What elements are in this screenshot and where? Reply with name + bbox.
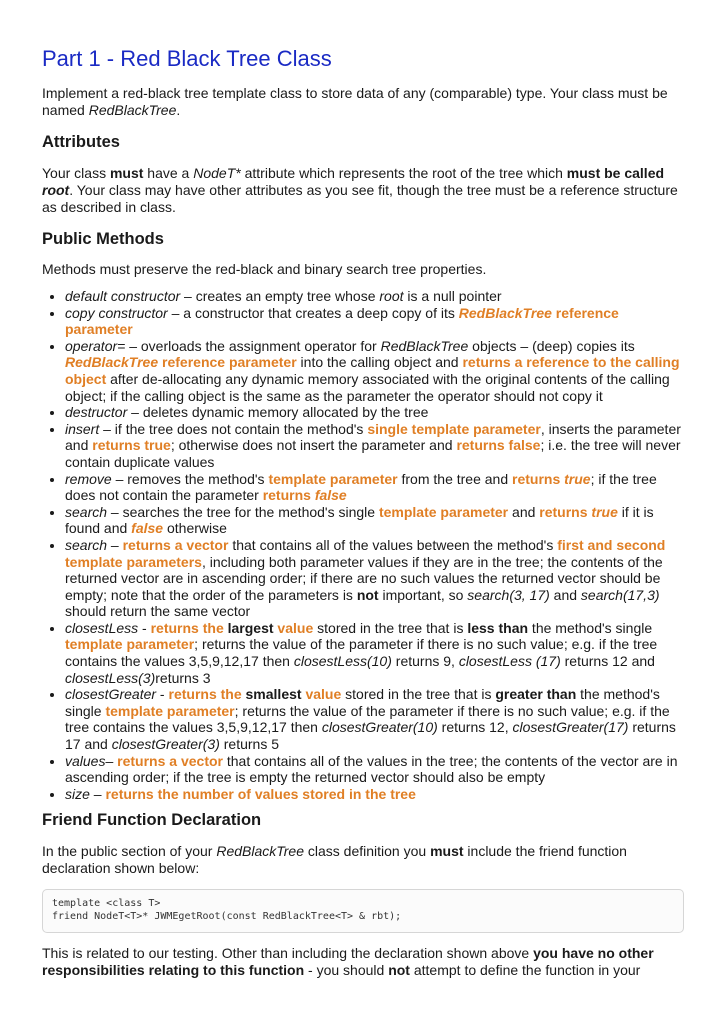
method-return-false: false: [314, 487, 347, 504]
method-greater-than: greater than: [495, 686, 577, 703]
method-name: destructor: [65, 404, 128, 421]
method-example: search(17,3): [580, 586, 660, 603]
method-name: closestLess: [65, 619, 139, 636]
method-text: returns 5: [219, 736, 280, 753]
attr-must-be-called: must be called: [566, 165, 665, 181]
method-ref-param: reference parameter: [65, 304, 619, 338]
method-text: returns 12,: [437, 719, 513, 736]
method-name: insert: [65, 420, 100, 437]
method-param: single template parameter: [367, 420, 541, 437]
method-text: – a constructor that creates a deep copy of its: [167, 304, 459, 321]
friend-class: RedBlackTree: [216, 843, 304, 860]
attr-text: have a: [143, 165, 194, 181]
method-item: [65, 537, 684, 620]
method-return: returns: [262, 487, 315, 504]
method-param: template parameter: [378, 503, 509, 520]
method-not: not: [356, 586, 379, 603]
method-example: closestGreater(17): [512, 719, 629, 736]
attributes-heading: Attributes: [42, 133, 120, 151]
method-smallest: smallest: [245, 686, 302, 703]
testing-text: This is related to our testing. Other than including the declaration shown above: [42, 945, 534, 962]
testing-not: not: [388, 962, 410, 979]
method-value: value: [301, 686, 342, 703]
method-return: returns: [539, 503, 592, 520]
method-item: [65, 288, 684, 305]
method-text: and: [549, 586, 581, 603]
method-return: returns: [512, 470, 565, 487]
method-text: is a null pointer: [403, 288, 502, 304]
method-text: – searches the tree for the method's single: [107, 503, 379, 520]
method-ref-param: reference parameter: [158, 354, 297, 371]
friend-function-heading: Friend Function Declaration: [42, 811, 262, 830]
method-text: ; returns the value of the parameter if there is no such value; e.g. if the tree contains the values 3,5,9,12,17 then: [65, 636, 658, 670]
method-text: after de-allocating any dynamic memory associated with the original contents of the calling object; if the calling object is the same as the parameter the operator should not copy it: [65, 370, 670, 404]
method-return-false: returns false: [456, 437, 541, 454]
attr-nodet: NodeT*: [193, 165, 241, 181]
method-value: value: [273, 619, 314, 636]
method-param: template parameter: [268, 470, 398, 487]
method-text: if it is found and: [65, 503, 654, 537]
intro-paragraph: [42, 85, 684, 119]
method-item: [65, 471, 684, 504]
friend-text: class definition you: [304, 843, 431, 860]
method-return: returns the number of values stored in the tree: [105, 785, 416, 802]
method-param: template parameter: [105, 702, 235, 719]
method-class: RedBlackTree: [380, 337, 469, 354]
method-item: [65, 305, 684, 338]
attr-text: attribute which represents the root of the tree which: [240, 165, 567, 181]
method-text: -: [138, 619, 151, 636]
method-text: ; returns the value of the parameter if there is no such value; e.g. if the tree contains the values 3,5,9,12,17 then: [65, 702, 670, 736]
method-name: copy constructor: [65, 304, 168, 321]
method-text: – creates an empty tree whose: [180, 288, 380, 304]
method-text: – overloads the assignment operator for: [125, 337, 381, 354]
method-text: the method's single: [528, 619, 653, 636]
method-text: otherwise: [163, 520, 227, 537]
method-name: search: [65, 536, 108, 553]
method-return: returns the: [150, 619, 228, 636]
method-text: that contains all of the values in the tree; the contents of the vector are in ascending order; if the tree is empty the returned vector should also be empty: [65, 752, 678, 786]
method-text: that contains all of the values between the method's: [228, 536, 558, 553]
method-return: returns a reference to the calling object: [65, 354, 680, 387]
testing-text: attempt to define the function in your: [409, 962, 641, 979]
method-text: important, so: [378, 586, 468, 603]
method-item: [65, 786, 684, 803]
friend-must: must: [430, 843, 464, 860]
attr-root: root: [42, 182, 70, 198]
method-example: closestLess(3): [65, 669, 156, 686]
method-text: should return the same vector: [65, 603, 251, 620]
method-text: – deletes dynamic memory allocated by the tree: [127, 404, 429, 421]
method-return-true: returns true: [92, 437, 171, 454]
method-name: closestGreater: [65, 686, 157, 703]
method-text: returns 12 and: [560, 653, 655, 670]
intro-text-end: .: [176, 102, 181, 118]
attr-must: must: [109, 165, 144, 181]
code-line: friend NodeT<T>* JWMEgetRoot(const RedBlackTree<T> & rbt);: [52, 911, 402, 923]
method-params: first and second template parameters: [65, 536, 666, 570]
testing-bold: you have no other responsibilities relating to this function: [42, 945, 654, 979]
method-text: –: [107, 536, 123, 553]
code-line: template <class T>: [52, 898, 161, 910]
testing-text: - you should: [304, 962, 389, 979]
code-block: [42, 889, 684, 933]
method-text: –: [89, 785, 106, 802]
method-return-false: false: [131, 520, 164, 537]
method-text: ; if the tree does not contain the parameter: [65, 470, 657, 504]
methods-list: [42, 288, 684, 802]
method-ref-class: RedBlackTree: [65, 354, 159, 371]
friend-text: include the friend function declaration shown below:: [42, 843, 627, 877]
method-text: from the tree and: [397, 470, 513, 487]
method-item: [65, 686, 684, 752]
method-return-true: true: [591, 503, 618, 520]
method-item: [65, 404, 684, 421]
method-name: search: [65, 503, 108, 520]
intro-text: Implement a red-black tree template class to store data of any (comparable) type. Your class must be named: [42, 85, 668, 118]
method-text: – removes the method's: [111, 470, 269, 487]
method-text: objects – (deep) copies its: [468, 337, 635, 354]
method-name: operator=: [65, 337, 126, 354]
method-root: root: [379, 288, 404, 304]
method-less-than: less than: [467, 619, 529, 636]
method-text: the method's single: [65, 686, 660, 719]
method-text: , inserts the parameter and: [65, 420, 681, 454]
method-example: search(3, 17): [467, 586, 550, 603]
method-example: closestLess (17): [458, 653, 561, 670]
method-text: ; otherwise does not insert the parameter and: [170, 437, 457, 454]
method-item: [65, 421, 684, 471]
method-name: values: [65, 752, 106, 769]
method-item: [65, 620, 684, 686]
method-item: [65, 504, 684, 537]
testing-paragraph: [42, 945, 684, 979]
method-text: -: [156, 686, 169, 703]
method-text: – if the tree does not contain the method's: [99, 420, 368, 437]
method-return: returns the: [168, 686, 246, 703]
method-item: [65, 338, 684, 404]
class-name: RedBlackTree: [88, 102, 177, 118]
method-text: into the calling object and: [296, 354, 463, 371]
attr-text: Your class: [42, 165, 110, 181]
method-name: size: [65, 785, 90, 802]
attr-text: . Your class may have other attributes as you see fit, though the tree must be a reference structure as described in class.: [42, 182, 678, 215]
public-methods-heading: Public Methods: [42, 230, 164, 248]
method-return-true: true: [564, 470, 591, 487]
page-title: Part 1 - Red Black Tree Class: [42, 46, 332, 71]
public-methods-intro: Methods must preserve the red-black and binary search tree properties.: [42, 261, 487, 277]
method-example: closestGreater(10): [321, 719, 438, 736]
method-text: , including both parameter values if they are in the tree; the contents of the returned vector are in ascending order; if there are no such values the returned vector should be empty; note that the order of the parameters is: [65, 553, 663, 603]
method-text: –: [105, 752, 118, 769]
method-ref-class: RedBlackTree: [458, 304, 552, 321]
method-return: returns a vector: [122, 536, 229, 553]
method-name: default constructor: [65, 288, 181, 304]
method-item: [65, 753, 684, 786]
method-example: closestGreater(3): [111, 736, 220, 753]
method-text: returns 17 and: [65, 719, 676, 753]
method-largest: largest: [227, 619, 274, 636]
attributes-paragraph: [42, 165, 684, 216]
method-return: returns a vector: [117, 752, 223, 769]
friend-text: In the public section of your: [42, 843, 217, 860]
method-text: returns 9,: [391, 653, 459, 670]
method-example: closestLess(10): [293, 653, 392, 670]
method-text: and: [508, 503, 540, 520]
method-text: ; i.e. the tree will never contain duplicate values: [65, 437, 681, 470]
friend-paragraph: [42, 843, 684, 877]
method-text: stored in the tree that is: [341, 686, 496, 703]
method-name: remove: [65, 470, 112, 487]
method-param: template parameter: [65, 636, 195, 653]
method-text: returns 3: [155, 669, 211, 686]
method-text: stored in the tree that is: [313, 619, 468, 636]
